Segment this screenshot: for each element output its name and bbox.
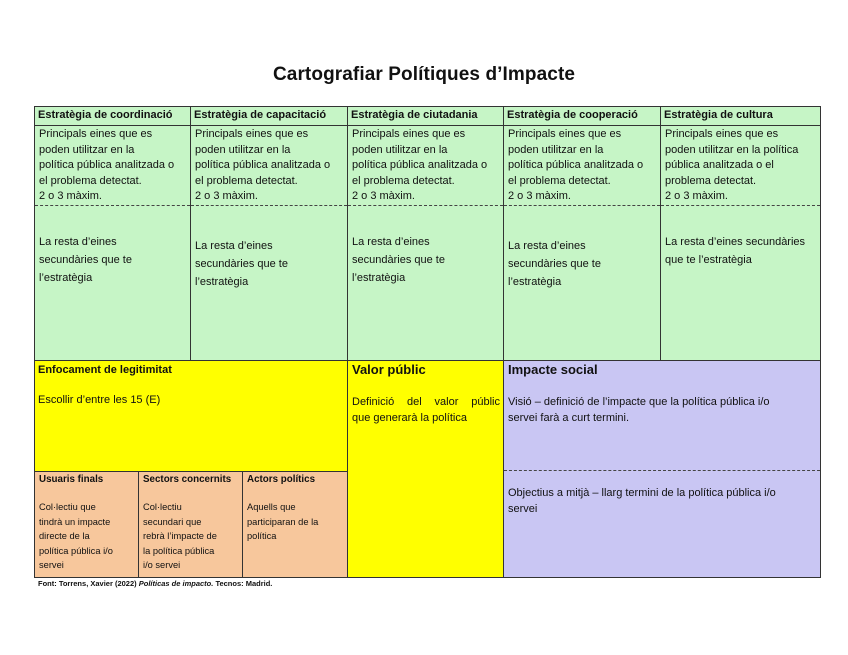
vision-line: servei farà a curt termini. xyxy=(508,411,630,424)
source-citation xyxy=(38,579,272,588)
strategy-header: Estratègia de cooperació xyxy=(507,109,638,121)
public-value-line: que generarà la política xyxy=(352,411,467,424)
vision-line: Visió – definició de l’impacte que la política pública i/o xyxy=(508,396,770,408)
strategy-secondary-line: l’estratègia xyxy=(352,272,406,284)
strategy-main-tools xyxy=(195,127,330,205)
strategy-divider xyxy=(348,205,503,206)
strategy-secondary-line: l’estratègia xyxy=(195,276,249,288)
objectives-line: servei xyxy=(508,502,538,515)
strategy-header: Estratègia de ciutadania xyxy=(351,109,478,121)
social-impact-header: Impacte social xyxy=(508,362,598,377)
strategy-secondary-tools xyxy=(195,237,288,291)
legitimacy-text: Escollir d’entre les 15 (E) xyxy=(38,394,161,406)
strategy-main-line: 2 o 3 màxim. xyxy=(508,190,571,202)
strategy-main-line: 2 o 3 màxim. xyxy=(665,190,728,202)
strategy-main-line: 2 o 3 màxim. xyxy=(352,190,415,202)
public-value-panel xyxy=(347,360,504,578)
strategy-main-line: 2 o 3 màxim. xyxy=(39,190,102,202)
strategy-divider xyxy=(504,205,660,206)
strategy-main-line: problema detectat. xyxy=(665,174,757,187)
strategy-main-line: Principals eines que es xyxy=(39,128,153,140)
stakeholder-line: política xyxy=(247,531,277,541)
source-prefix: Font: Torrens, Xavier (2022) xyxy=(38,579,137,588)
strategy-main-line: el problema detectat. xyxy=(352,174,455,187)
social-impact-vision xyxy=(508,395,770,426)
strategy-header: Estratègia de capacitació xyxy=(194,109,327,121)
strategy-secondary-tools xyxy=(665,233,805,269)
stakeholder-description xyxy=(143,500,217,573)
strategy-main-line: política pública analitzada o xyxy=(39,159,175,171)
social-impact-divider xyxy=(504,470,820,471)
legitimacy-header: Enfocament de legitimitat xyxy=(38,364,172,376)
strategy-main-line: poden utilitzar en la política xyxy=(665,143,799,156)
strategy-main-line: poden utilitzar en la xyxy=(39,143,135,156)
strategy-main-line: Principals eines que es xyxy=(352,128,466,140)
stakeholder-line: participaran de la xyxy=(247,516,319,527)
strategy-main-line: poden utilitzar en la xyxy=(352,143,448,156)
strategy-secondary-line: l’estratègia xyxy=(508,276,562,288)
stakeholder-line: servei xyxy=(39,560,64,570)
strategy-secondary-line: l’estratègia xyxy=(39,272,93,284)
strategy-secondary-line: La resta d’eines secundàries xyxy=(665,236,806,248)
strategy-main-line: 2 o 3 màxim. xyxy=(195,190,258,202)
public-value-header: Valor públic xyxy=(352,362,426,377)
social-impact-panel xyxy=(503,360,821,578)
strategy-secondary-line: que te l’estratègia xyxy=(665,254,752,266)
stakeholder-line: Col·lectiu que xyxy=(39,502,96,512)
stakeholder-header: Actors polítics xyxy=(247,474,316,485)
social-impact-objectives xyxy=(508,486,776,517)
source-book: Políticas de impacto. xyxy=(138,579,214,588)
stakeholder-header: Sectors concernits xyxy=(143,474,232,485)
strategy-main-line: Principals eines que es xyxy=(665,128,779,140)
stakeholder-line: política pública i/o xyxy=(39,545,113,556)
strategy-main-tools xyxy=(508,127,643,205)
strategy-main-line: poden utilitzar en la xyxy=(508,143,604,156)
strategy-secondary-tools xyxy=(39,233,132,287)
strategy-header: Estratègia de coordinació xyxy=(38,109,173,121)
public-value-line: Definició del valor públic xyxy=(352,396,500,408)
strategy-main-line: poden utilitzar en la xyxy=(195,143,291,156)
strategy-header: Estratègia de cultura xyxy=(664,109,773,121)
page-title: Cartografiar Polítiques d’Impacte xyxy=(272,64,576,85)
strategy-secondary-line: La resta d’eines xyxy=(508,240,586,252)
strategy-main-tools xyxy=(352,127,487,205)
strategy-secondary-line: La resta d’eines xyxy=(39,236,117,248)
strategy-secondary-tools xyxy=(352,233,445,287)
strategy-main-line: política pública analitzada o xyxy=(352,159,488,171)
strategy-secondary-tools xyxy=(508,237,601,291)
strategy-secondary-line: La resta d’eines xyxy=(195,240,273,252)
strategy-secondary-line: secundàries que te xyxy=(195,258,288,270)
strategy-main-tools xyxy=(39,127,174,205)
strategy-main-line: pública analitzada o el xyxy=(665,159,774,171)
strategy-main-line: el problema detectat. xyxy=(195,174,298,187)
strategy-secondary-line: secundàries que te xyxy=(39,254,132,266)
strategy-divider xyxy=(191,205,347,206)
stakeholder-line: rebrà l’impacte de xyxy=(143,531,217,541)
strategy-divider xyxy=(661,205,820,206)
strategy-main-tools xyxy=(665,127,798,205)
strategy-main-line: el problema detectat. xyxy=(39,174,142,187)
stakeholder-line: secundari que xyxy=(143,516,202,527)
strategy-divider xyxy=(35,205,190,206)
stakeholder-header: Usuaris finals xyxy=(39,474,104,485)
stakeholder-line: Aquells que xyxy=(247,502,296,512)
strategy-main-line: Principals eines que es xyxy=(508,128,622,140)
strategy-main-line: Principals eines que es xyxy=(195,128,309,140)
stakeholder-description xyxy=(39,500,113,573)
public-value-text xyxy=(352,395,500,426)
stakeholder-line: i/o servei xyxy=(143,560,181,570)
strategy-secondary-line: secundàries que te xyxy=(508,258,601,270)
stakeholder-line: la política pública xyxy=(143,545,215,556)
source-suffix: Tecnos: Madrid. xyxy=(215,579,273,588)
stakeholder-line: tindrà un impacte xyxy=(39,516,111,527)
strategy-secondary-line: La resta d’eines xyxy=(352,236,430,248)
stakeholder-line: Col·lectiu xyxy=(143,502,182,512)
objectives-line: Objectius a mitjà – llarg termini de la política pública i/o xyxy=(508,487,776,499)
stakeholder-description xyxy=(247,500,318,544)
strategy-secondary-line: secundàries que te xyxy=(352,254,445,266)
strategy-main-line: política pública analitzada o xyxy=(508,159,644,171)
strategy-main-line: el problema detectat. xyxy=(508,174,611,187)
strategy-main-line: política pública analitzada o xyxy=(195,159,331,171)
stakeholder-line: directe de la xyxy=(39,531,90,541)
